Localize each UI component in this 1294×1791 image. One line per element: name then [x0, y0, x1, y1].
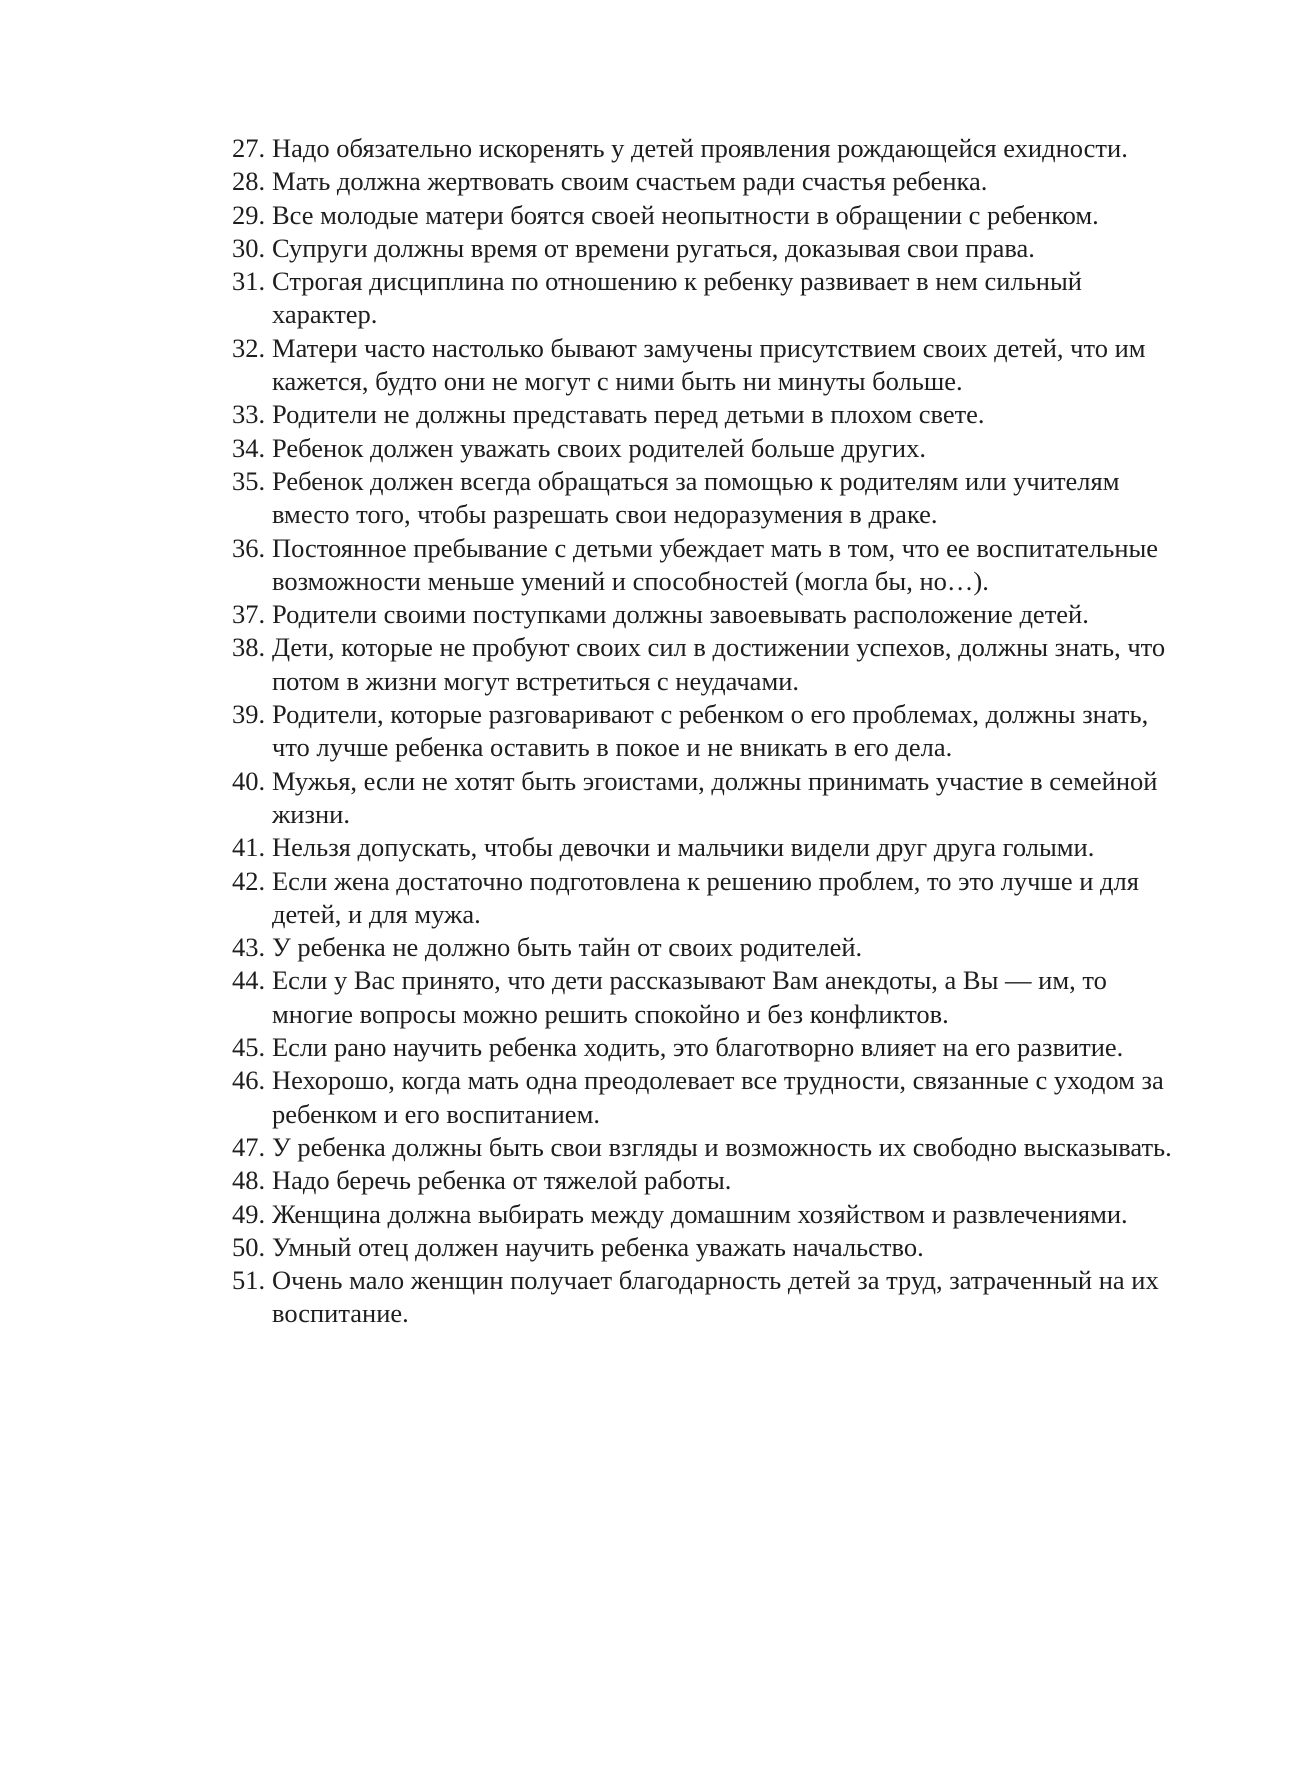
item-number: 39. [232, 699, 266, 730]
item-text: Строгая дисциплина по отношению к ребенку развивает в нем сильный характер. [272, 266, 1082, 330]
item-text: У ребенка не должно быть тайн от своих родителей. [272, 932, 863, 963]
item-number: 32. [232, 332, 266, 363]
item-text: Надо обязательно искоренять у детей проявления рождающейся ехидности. [272, 133, 1128, 163]
item-number: 49. [232, 1198, 266, 1229]
list-item [232, 265, 1192, 332]
list-item [232, 831, 1192, 864]
item-number: 30. [232, 232, 266, 263]
list-item [232, 631, 1192, 698]
item-text: Надо беречь ребенка от тяжелой работы. [272, 1165, 732, 1196]
item-number: 40. [232, 765, 266, 796]
list-item [232, 232, 1192, 265]
item-number: 36. [232, 532, 266, 563]
item-text: Если у Вас принято, что дети рассказывают Вам анекдоты, а Вы — им, то многие вопросы можно решить спокойно и без конфликтов. [272, 965, 1107, 1029]
item-number: 35. [232, 465, 266, 496]
list-item [232, 931, 1192, 964]
item-text: Очень мало женщин получает благодарность детей за труд, затраченный на их воспитание. [272, 1265, 1159, 1329]
list-item [232, 598, 1192, 631]
item-number: 45. [232, 1032, 266, 1063]
item-number: 33. [232, 399, 266, 430]
item-number: 41. [232, 832, 266, 863]
list-item [232, 1164, 1192, 1197]
item-text: Постоянное пребывание с детьми убеждает мать в том, что ее воспитательные возможности меньше умений и способностей (могла бы, но…). [272, 532, 1159, 596]
list-item [232, 1131, 1192, 1164]
item-number: 47. [232, 1131, 266, 1162]
item-number: 44. [232, 965, 266, 996]
list-item [232, 132, 1192, 165]
item-number: 46. [232, 1065, 266, 1096]
item-number: 51. [232, 1265, 266, 1296]
item-number: 34. [232, 432, 266, 463]
list-item [232, 964, 1192, 1031]
list-item [232, 165, 1192, 198]
item-number: 27. [232, 133, 266, 163]
list-item [232, 1264, 1192, 1331]
item-text: Дети, которые не пробуют своих сил в достижении успехов, должны знать, что потом в жизни могут встретиться с неудачами. [272, 632, 1166, 696]
item-number: 29. [232, 199, 266, 230]
list-item [232, 465, 1192, 532]
list-item [232, 765, 1192, 832]
item-text: Мужья, если не хотят быть эгоистами, должны принимать участие в семейной жизни. [272, 765, 1158, 829]
list-item [232, 1064, 1192, 1131]
item-number: 28. [232, 166, 266, 197]
item-text: Ребенок должен уважать своих родителей больше других. [272, 432, 926, 463]
item-number: 43. [232, 932, 266, 963]
statement-list [232, 132, 1192, 1331]
item-text: Родители, которые разговаривают с ребенком о его проблемах, должны знать, что лучше ребенка оставить в покое и не вникать в его дела. [272, 699, 1149, 763]
item-text: У ребенка должны быть свои взгляды и возможность их свободно высказывать. [272, 1131, 1172, 1162]
item-number: 37. [232, 599, 266, 630]
item-number: 42. [232, 865, 266, 896]
item-text: Умный отец должен научить ребенка уважать начальство. [272, 1231, 924, 1262]
list-item [232, 199, 1192, 232]
item-text: Родители не должны представать перед детьми в плохом свете. [272, 399, 985, 430]
item-text: Если рано научить ребенка ходить, это благотворно влияет на его развитие. [272, 1032, 1124, 1063]
list-item [232, 1231, 1192, 1264]
item-text: Ребенок должен всегда обращаться за помощью к родителям или учителям вместо того, чтобы разрешать свои недоразумения в драке. [272, 465, 1120, 530]
list-item [232, 865, 1192, 932]
list-item [232, 398, 1192, 431]
list-item [232, 1198, 1192, 1231]
item-text: Нельзя допускать, чтобы девочки и мальчики видели друг друга голыми. [272, 832, 1095, 863]
item-number: 31. [232, 266, 266, 297]
item-number: 48. [232, 1165, 266, 1196]
item-text: Если жена достаточно подготовлена к решению проблем, то это лучше и для детей, и для мужа. [272, 865, 1139, 929]
item-text: Матери часто настолько бывают замучены присутствием своих детей, что им кажется, будто они не могут с ними быть ни минуты больше. [272, 332, 1146, 397]
item-text: Все молодые матери боятся своей неопытности в обращении с ребенком. [272, 199, 1099, 230]
list-item [232, 698, 1192, 765]
item-text: Супруги должны время от времени ругаться, доказывая свои права. [272, 232, 1035, 263]
item-text: Женщина должна выбирать между домашним хозяйством и развлечениями. [272, 1198, 1128, 1229]
list-item [232, 432, 1192, 465]
list-item [232, 532, 1192, 599]
list-item [232, 332, 1192, 399]
item-text: Мать должна жертвовать своим счастьем ради счастья ребенка. [272, 166, 988, 197]
item-text: Родители своими поступками должны завоевывать расположение детей. [272, 599, 1089, 630]
item-number: 38. [232, 632, 266, 663]
item-text: Нехорошо, когда мать одна преодолевает все трудности, связанные с уходом за ребенком и его воспитанием. [272, 1065, 1164, 1129]
item-number: 50. [232, 1231, 266, 1262]
list-item [232, 1031, 1192, 1064]
